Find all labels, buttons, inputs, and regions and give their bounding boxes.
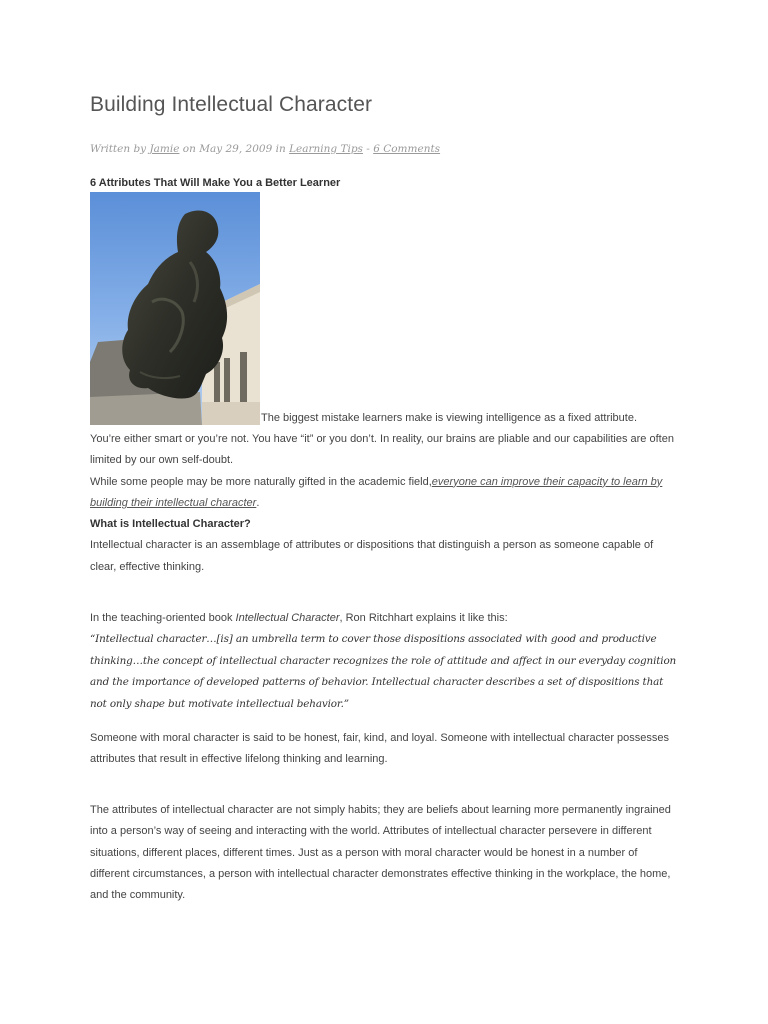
- book-title: Intellectual Character: [235, 612, 340, 624]
- quote-section: [90, 608, 680, 715]
- paragraph-1: You’re either smart or you’re not. You have “it” or you don’t. In reality, our brains are pliable and our capabilities are often limited by our own self-doubt.: [90, 433, 674, 467]
- paragraph-2-text: While some people may be more naturally gifted in the academic field,: [90, 475, 432, 488]
- article-body: [90, 429, 680, 578]
- ritchhart-quote: “Intellectual character…[is] an umbrella term to cover those dispositions associated with good and productive thinking…the concept of intellectual character recognizes the role of attitude and affect in our everyday cognition and the importance of developed patterns of behavior. Intellectual character describes a set of dispositions that not only shape but motivate intellectual behavior.”: [90, 633, 677, 710]
- paragraph-6: The attributes of intellectual character are not simply habits; they are beliefs about learning more permanently ingrained into a person’s way of seeing and interacting with the world. Attributes of intellectual character persevere in different situations, different places, different times. Just as a person with moral character would be honest in a number of different circumstances, a person with intellectual character demonstrates effective thinking in the workplace, the home, and the community.: [90, 804, 671, 902]
- article-meta: [90, 143, 440, 155]
- meta-written-by: Written by: [90, 143, 147, 155]
- paragraph-4-end: , Ron Ritchhart explains it like this:: [339, 612, 508, 624]
- paragraph-4: [90, 608, 680, 629]
- section-heading: What is Intellectual Character?: [90, 518, 251, 531]
- comments-link[interactable]: 6 Comments: [373, 143, 441, 155]
- article-subtitle: 6 Attributes That Will Make You a Better Learner: [90, 177, 341, 189]
- article-title: Building Intellectual Character: [90, 93, 373, 116]
- improve-capacity-link[interactable]: everyone can improve their capacity to learn by building their intellectual character: [90, 475, 663, 509]
- paragraph-2: [90, 472, 680, 515]
- paragraph-5-block: [90, 728, 680, 771]
- statue-photo-icon: [90, 192, 260, 425]
- paragraph-4-text: In the teaching-oriented book: [90, 612, 236, 624]
- thinker-statue-image: [90, 192, 260, 425]
- paragraph-1-first-line: The biggest mistake learners make is viewing intelligence as a fixed attribute.: [261, 412, 638, 424]
- meta-separator: -: [362, 143, 374, 155]
- paragraph-2-end: .: [256, 496, 260, 509]
- category-link[interactable]: Learning Tips: [289, 143, 363, 155]
- paragraph-5: Someone with moral character is said to be honest, fair, kind, and loyal. Someone with intellectual character possesses attributes that result in effective lifelong thinking and learning.: [90, 732, 670, 766]
- author-link[interactable]: Jamie: [149, 143, 180, 155]
- meta-date: on May 29, 2009 in: [182, 143, 286, 155]
- paragraph-6-block: [90, 800, 680, 906]
- paragraph-3: Intellectual character is an assemblage of attributes or dispositions that distinguish a person as someone capable of clear, effective thinking.: [90, 539, 654, 573]
